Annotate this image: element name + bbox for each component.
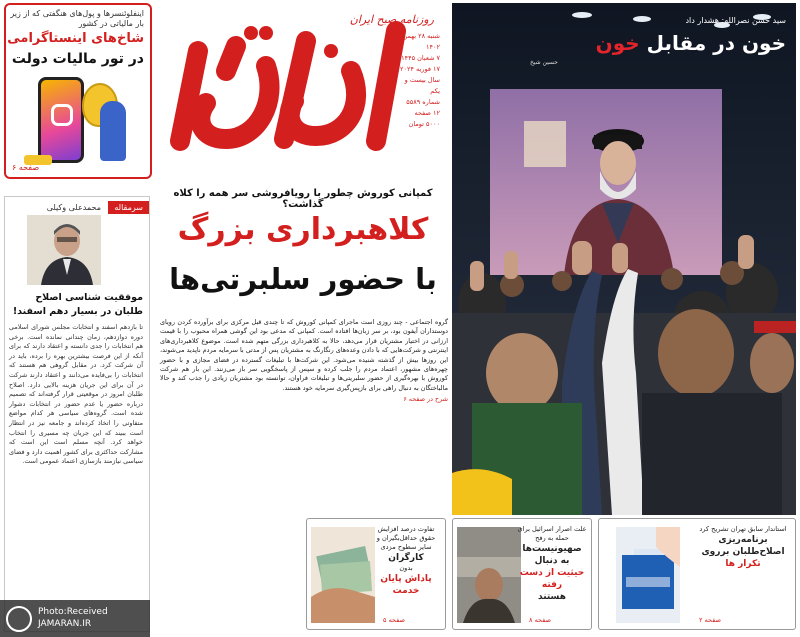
watermark-line2: JAMARAN.IR <box>38 619 92 629</box>
teaser-election[interactable] <box>598 518 796 630</box>
teaser-election-headline: برنامه‌ریزی اصلاح‌طلبان برروی <box>701 535 785 557</box>
banknotes-illustration <box>311 527 375 623</box>
issue-pages: ۱۲ صفحه <box>414 109 440 117</box>
teaser-rafah[interactable] <box>452 518 592 630</box>
teaser-workers-connector: بدون <box>399 564 413 572</box>
teaser-workers-highlight: پاداش پایان خدمت <box>380 574 432 596</box>
instagram-icon <box>51 104 73 126</box>
photo-headline-main: خون در مقابل <box>646 31 786 55</box>
teaser-election-text <box>695 525 791 570</box>
teaser-workers-page: صفحه ۵ <box>383 616 406 624</box>
main-photo[interactable] <box>452 3 796 515</box>
teaser-rafah-text <box>517 525 587 603</box>
watermark-line1: Photo:Received <box>38 607 108 617</box>
issue-price: ۵۰۰۰ تومان <box>408 120 440 128</box>
jamaran-logo-icon <box>6 606 32 632</box>
story-headline-black[interactable]: با حضور سلبرتی‌ها <box>169 262 437 296</box>
author-name: محمدعلی وکیلی <box>46 203 101 212</box>
issue-gregorian-date: ۱۷ فوریه ۲۰۲۴ <box>400 65 440 73</box>
teaser-election-highlight: تکرار ها <box>725 559 761 569</box>
story-lead <box>160 318 448 405</box>
column-title: موفقیت شناسی اصلاح طلبان در بسیار دهم اسفند! <box>12 292 143 317</box>
teaser-election-page: صفحه ۲ <box>699 616 722 624</box>
issue-year: سال بیست و یکم <box>404 76 440 95</box>
issue-date: شنبه ۲۸ بهمن ۱۴۰۲ <box>402 32 440 51</box>
column-body: تا بازدهم اسفند و انتخابات مجلس شورای اسلامی دوره دوازدهم، زمان چندانی نمانده است. برخی هم انتخابات را جدی دانسته و اعتقاد دارند که برای آنکه از این فرصت بیشترین بهره را برده، باید در آن شرکت کرد. در مقابل گروهی هم هستند که انتخابات را بی‌فایده می‌دانند و اعتقاد دارند شرکت در آن برای این جریان هزینه بالایی دارد. اصلاح طلبان امروز در موقعیتی قرار گرفته‌اند که تصمیم درباره حضور یا عدم حضور در انتخابات دشوار شده است. گروه‌های سیاسی هر کدام مواضع متفاوتی را اتخاذ کرده‌اند و جامعه نیز در انتظار است ببیند که این جریان چه مسیری را انتخاب خواهد کرد. آنچه مسلم است این است که مشارکت حداکثری برای کشور اهمیت دارد و فضای سیاسی نیازمند بازسازی اعتماد عمومی است. <box>9 323 143 466</box>
issue-hijri-date: ۷ شعبان ۱۴۴۵ <box>401 54 440 62</box>
teaser-rafah-tail: هستند <box>538 592 566 602</box>
teaser-election-kicker: استاندار سابق تهران تشریح کرد <box>699 525 787 533</box>
story-kicker: کمپانی کوروش چطور با رویافروشی سر همه را کلاه گذاشت؟ <box>173 188 433 210</box>
promo-kicker: اینفلوئنسرها و پول‌های هنگفتی که از زیر بار مالیاتی در کشور <box>10 9 144 28</box>
story-lead-text: گروه اجتماعی - چند روزی است ماجرای کمپانی کوروش که تا چندی قبل مرکزی برای برآورده کردن رویای دوستداران آیفون بود، بر سر زبان‌ها افتاده است. کمپانی که مدعی بود این گوشی همراه محبوب را با قیمت ارزانی در اختیار مشتریان قرار می‌دهد، حالا به کلاهبرداری بزرگی متهم شده است. موضوع کلاهبرداری‌های اینترنتی و شرکت‌هایی که با دادن وعده‌های رنگارنگ به مشتریان پس از مدتی با سرمایه مردم ناپدید می‌شوند، این روزها بیش از گذشته شنیده می‌شود. این شرکت‌ها با تبلیغات گسترده در فضای مجازی و با حضور چهره‌های مشهور، اعتماد مردم را جلب کرده و سپس از پاسخگویی سر باز می‌زنند. این بار هم شرکت کوروش با بهره‌گیری از حضور سلبریتی‌ها و تبلیغات فراوان، توانسته بود مشتریان زیادی را جذب کند و حالا مالباختگان به دنبال راهی برای بازپس‌گیری سرمایه خود هستند. <box>160 318 448 392</box>
opinion-column[interactable] <box>4 196 150 632</box>
person-illustration <box>100 101 126 161</box>
author-photo <box>27 215 101 285</box>
teaser-rafah-page: صفحه ۸ <box>529 616 552 624</box>
photo-watermark <box>0 600 150 637</box>
photo-credit: حسین شیخ <box>529 59 558 66</box>
editorial-tab: سرمقاله <box>108 201 149 214</box>
teaser-rafah-highlight: حیثیت از دست رفته <box>519 568 585 590</box>
photo-headline-accent: خون <box>595 31 640 55</box>
teaser-workers-kicker: تفاوت درصد افزایش حقوق حداقل‌بگیران و سایر سطوح مزدی <box>376 525 436 551</box>
bottom-filler <box>160 518 300 630</box>
ballot-box-illustration <box>603 527 693 623</box>
rafah-photo-illustration <box>457 527 521 623</box>
promo-page-ref: صفحه ۶ <box>12 163 40 172</box>
teaser-rafah-kicker: علت اصرار اسرائیل برای حمله به رفح <box>517 525 587 542</box>
phone-illustration <box>38 77 84 163</box>
promo-title: شاخ‌های اینستاگرامی <box>7 31 144 46</box>
masthead <box>160 3 440 180</box>
issue-number: شماره ۵۵۸۹ <box>406 98 440 106</box>
newspaper-logo <box>166 11 416 161</box>
promo-box[interactable] <box>4 3 152 179</box>
photo-headline <box>596 31 786 55</box>
watermark-text <box>38 606 108 630</box>
story-headline-red[interactable]: کلاهبرداری بزرگ <box>177 212 429 247</box>
teaser-workers-headline: کارگران <box>388 553 424 563</box>
teaser-workers[interactable] <box>306 518 446 630</box>
teaser-workers-text <box>371 525 441 597</box>
author-avatar-icon <box>27 215 101 285</box>
crowd-photo-illustration <box>452 3 796 515</box>
story-page-ref[interactable]: شرح در صفحه ۶ <box>403 395 448 404</box>
photo-kicker: سید حسن نصرالله: هشدار داد <box>685 16 786 25</box>
promo-subtitle: در تور مالیات دولت <box>11 51 144 67</box>
teaser-rafah-headline: صهیونیست‌ها به دنبال <box>522 544 582 566</box>
masthead-tagline: روزنامه صبح ایران <box>349 13 434 26</box>
issue-info <box>394 31 440 130</box>
